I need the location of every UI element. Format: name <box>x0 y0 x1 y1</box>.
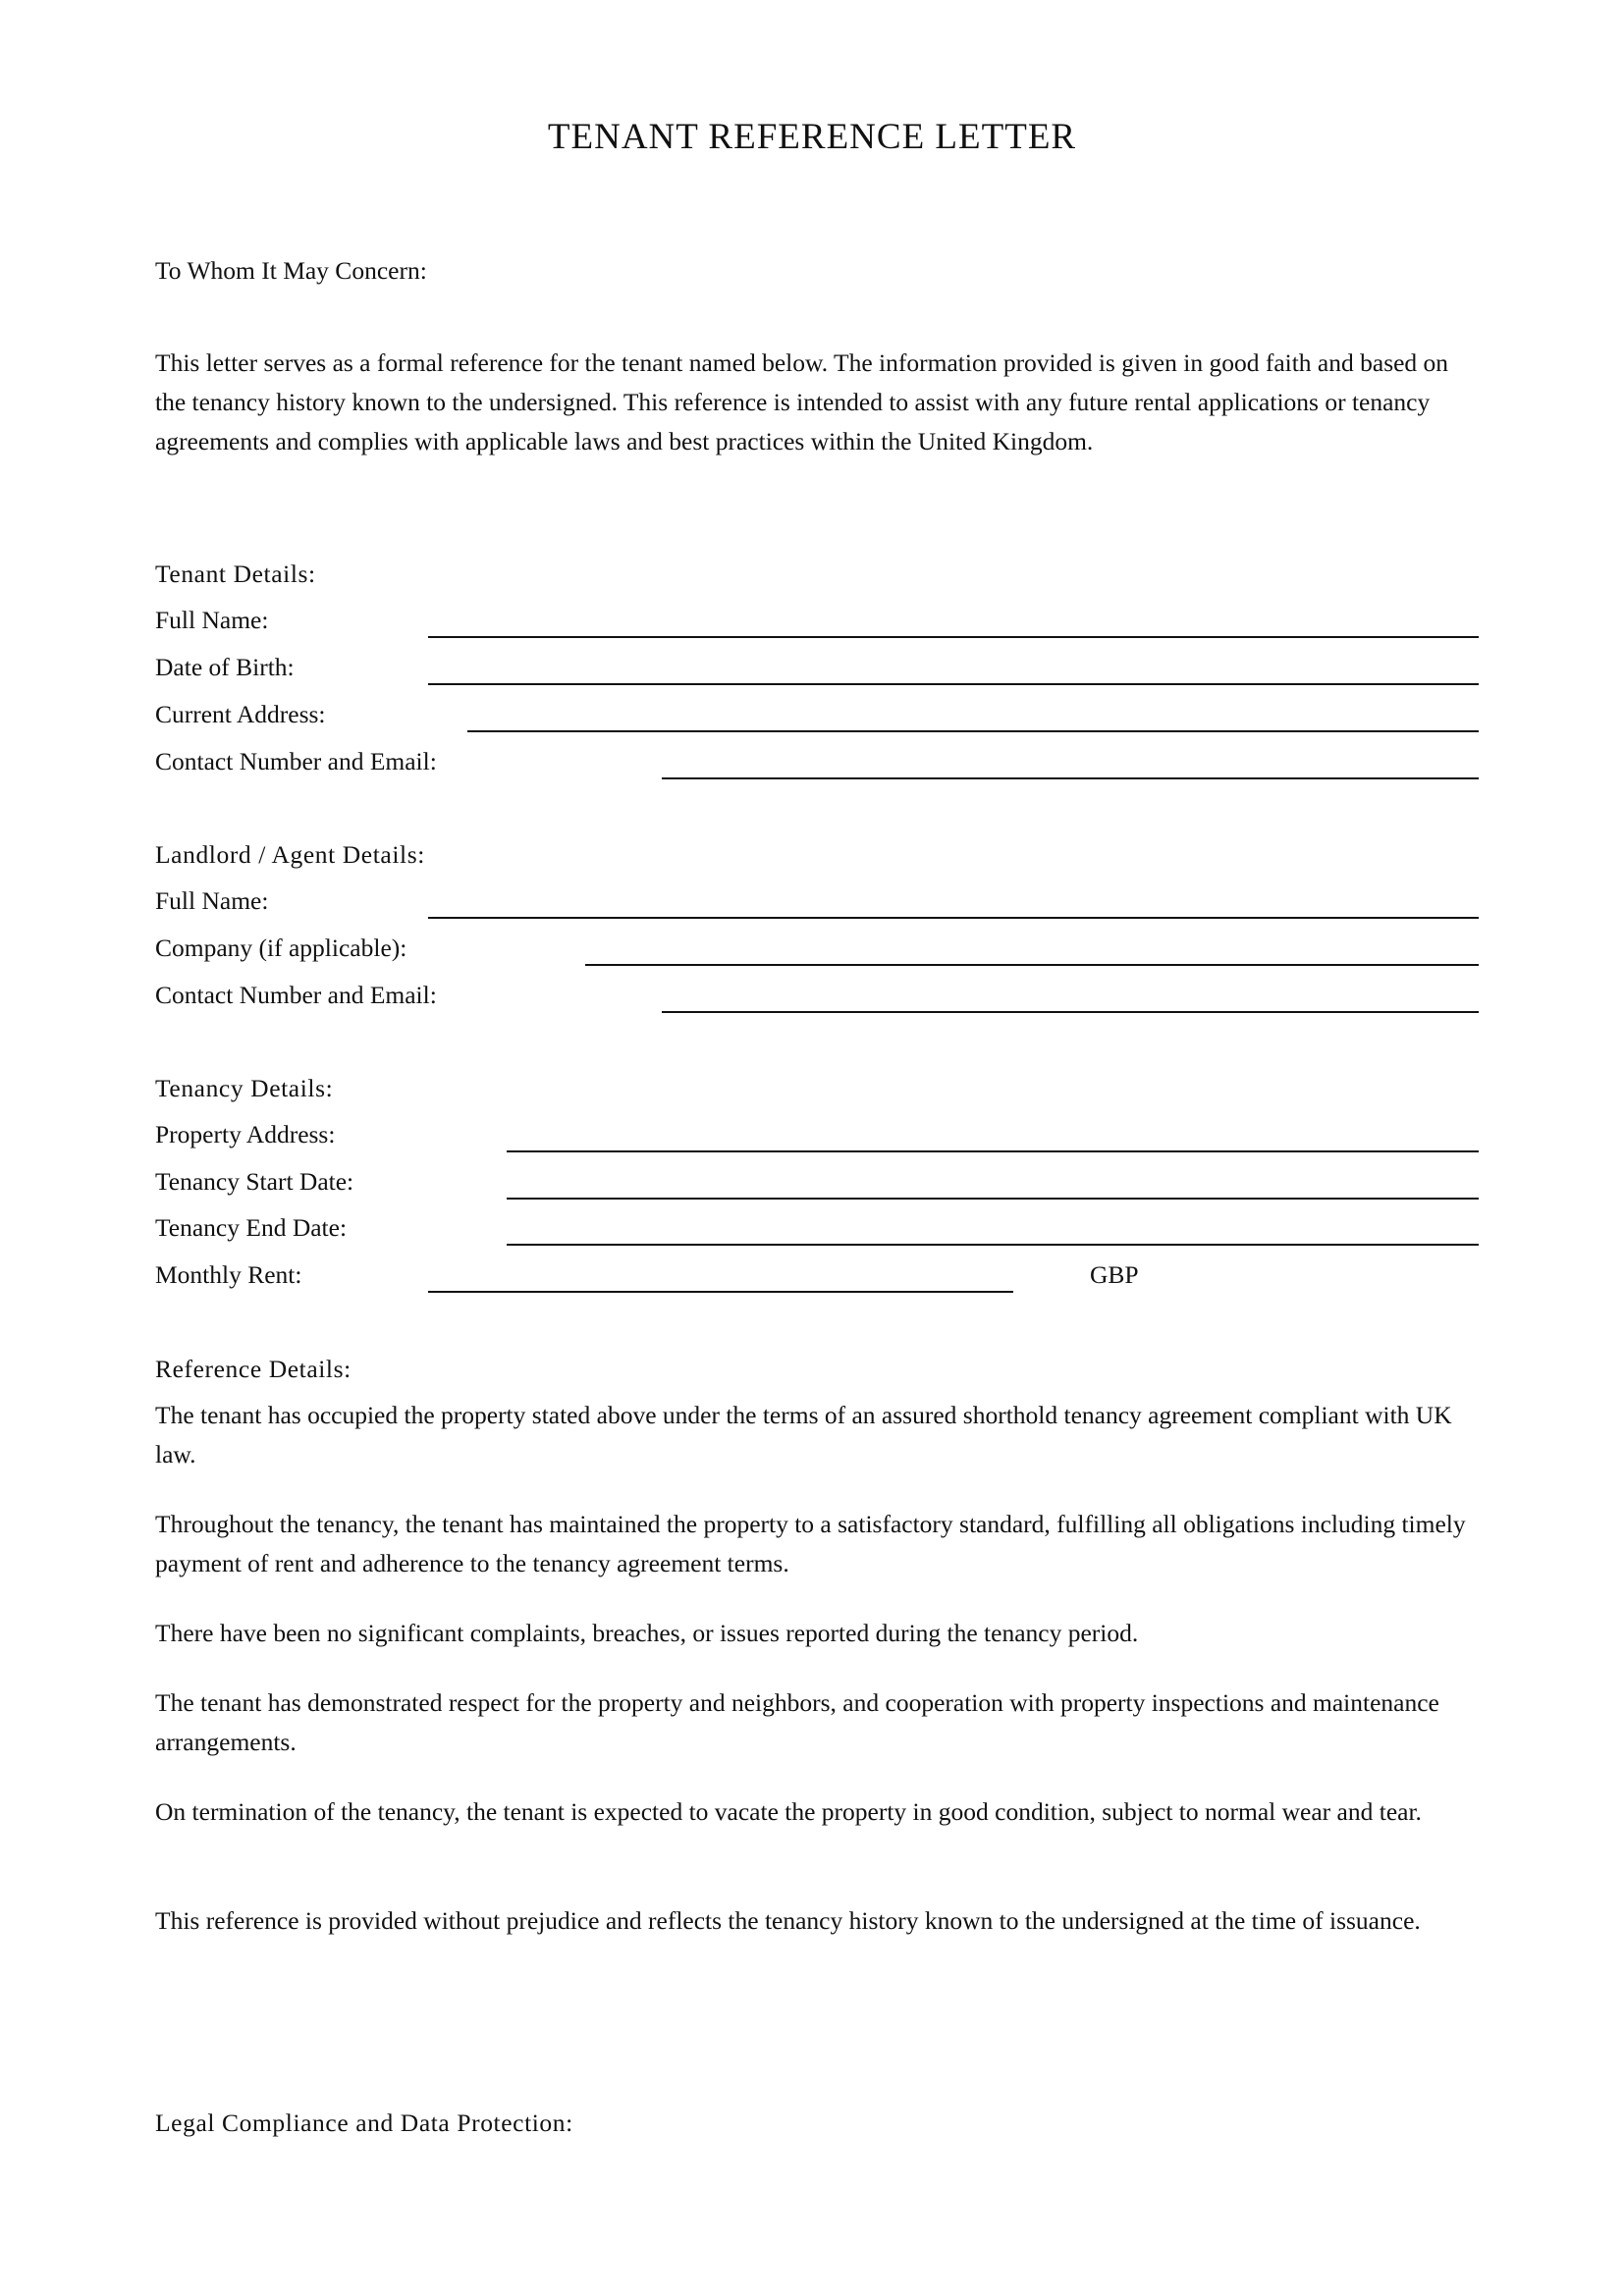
landlord-full-name-field[interactable] <box>428 917 1479 919</box>
landlord-details-heading: Landlord / Agent Details: <box>155 840 425 869</box>
tenant-full-name-field[interactable] <box>428 636 1479 638</box>
tenant-full-name-label: Full Name: <box>155 606 269 634</box>
tenant-address-field[interactable] <box>467 730 1479 732</box>
tenancy-end-label: Tenancy End Date: <box>155 1213 348 1242</box>
tenant-address-label: Current Address: <box>155 700 326 728</box>
tenant-contact-label: Contact Number and Email: <box>155 747 437 775</box>
legal-compliance-heading: Legal Compliance and Data Protection: <box>155 2109 573 2137</box>
property-address-label: Property Address: <box>155 1120 336 1148</box>
tenancy-start-field[interactable] <box>507 1198 1479 1200</box>
tenancy-details-heading: Tenancy Details: <box>155 1074 334 1102</box>
reference-paragraph-5: On termination of the tenancy, the tenant is expected to vacate the property in good condition, subject to normal wear and tear. <box>155 1797 1422 1826</box>
reference-paragraph-1: The tenant has occupied the property stated above under the terms of an assured shorthold tenancy agreement compliant with UK law. <box>155 1401 1452 1468</box>
monthly-rent-field[interactable] <box>428 1291 1013 1293</box>
salutation: To Whom It May Concern: <box>155 256 427 285</box>
reference-details-heading: Reference Details: <box>155 1355 352 1383</box>
reference-paragraph-2: Throughout the tenancy, the tenant has maintained the property to a satisfactory standard, fulfilling all obligations including timely payment of rent and adherence to the tenancy agreement terms. <box>155 1510 1466 1577</box>
rent-currency-label: GBP <box>1090 1260 1139 1289</box>
tenant-dob-field[interactable] <box>428 683 1479 685</box>
landlord-company-label: Company (if applicable): <box>155 934 407 962</box>
tenant-dob-label: Date of Birth: <box>155 653 295 681</box>
tenant-contact-field[interactable] <box>662 777 1479 779</box>
landlord-company-field[interactable] <box>585 964 1479 966</box>
landlord-contact-field[interactable] <box>662 1011 1479 1013</box>
intro-paragraph: This letter serves as a formal reference for the tenant named below. The information provided is given in good faith and based on the tenancy history known to the undersigned. This reference is intended to assist with any future rental applications or tenancy agreements and complies with applicable laws and best practices within the United Kingdom. <box>155 348 1449 455</box>
landlord-full-name-label: Full Name: <box>155 886 269 915</box>
tenancy-start-label: Tenancy Start Date: <box>155 1167 354 1196</box>
reference-paragraph-3: There have been no significant complaints, breaches, or issues reported during the tenancy period. <box>155 1619 1139 1647</box>
tenant-details-heading: Tenant Details: <box>155 560 316 588</box>
reference-paragraph-4: The tenant has demonstrated respect for the property and neighbors, and cooperation with property inspections and maintenance arrangements. <box>155 1688 1439 1756</box>
monthly-rent-label: Monthly Rent: <box>155 1260 302 1289</box>
document-title: TENANT REFERENCE LETTER <box>547 117 1077 157</box>
property-address-field[interactable] <box>507 1150 1479 1152</box>
reference-paragraph-6: This reference is provided without prejudice and reflects the tenancy history known to the undersigned at the time of issuance. <box>155 1906 1421 1935</box>
landlord-contact-label: Contact Number and Email: <box>155 981 437 1009</box>
tenancy-end-field[interactable] <box>507 1244 1479 1246</box>
